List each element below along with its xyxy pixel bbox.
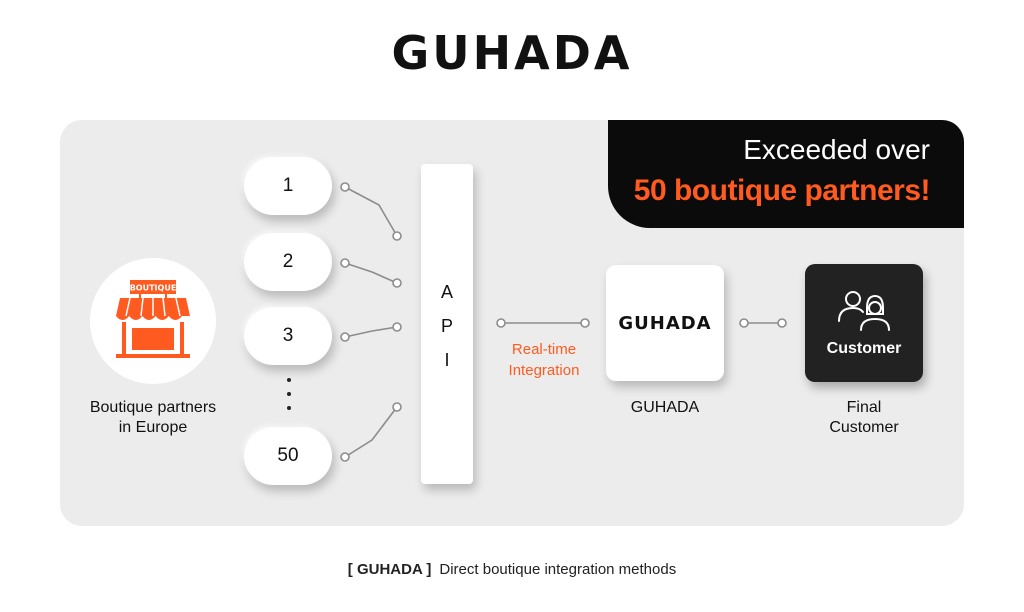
integration-label	[494, 339, 594, 381]
banner-line-2: 50 boutique partners!	[633, 174, 930, 207]
banner-line-1: Exceeded over	[743, 134, 930, 165]
customers-icon	[805, 264, 923, 334]
customer-label	[800, 398, 928, 438]
caption	[0, 561, 1024, 578]
integration-line2: Integration	[508, 362, 580, 379]
boutique-label-line2: in Europe	[118, 419, 188, 436]
page-title: GUHADA	[391, 26, 633, 80]
boutique-label-line1: Boutique partners	[89, 399, 217, 416]
api-bar	[421, 164, 473, 484]
customer-label-line1: Final	[846, 399, 882, 416]
partner-pill-3: 3	[244, 307, 332, 365]
boutique-sign-text: BOUTIQUE	[129, 283, 177, 293]
integration-line1: Real-time	[511, 341, 577, 358]
customer-label-line2: Customer	[829, 419, 899, 436]
partner-pill-2: 2	[244, 233, 332, 291]
partner-pill-50: 50	[244, 427, 332, 485]
api-letter-p: P	[440, 316, 453, 336]
guhada-label: GUHADA	[630, 399, 700, 416]
partner-pill-1: 1	[244, 157, 332, 215]
guhada-box: GUHADA	[606, 265, 724, 381]
customer-box	[805, 264, 923, 382]
caption-brand: [ GUHADA ]	[347, 561, 432, 578]
caption-text: Direct boutique integration methods	[439, 561, 677, 578]
api-letter-a: A	[440, 282, 453, 302]
api-letter-i: I	[444, 350, 450, 370]
customer-box-text: Customer	[826, 340, 902, 357]
